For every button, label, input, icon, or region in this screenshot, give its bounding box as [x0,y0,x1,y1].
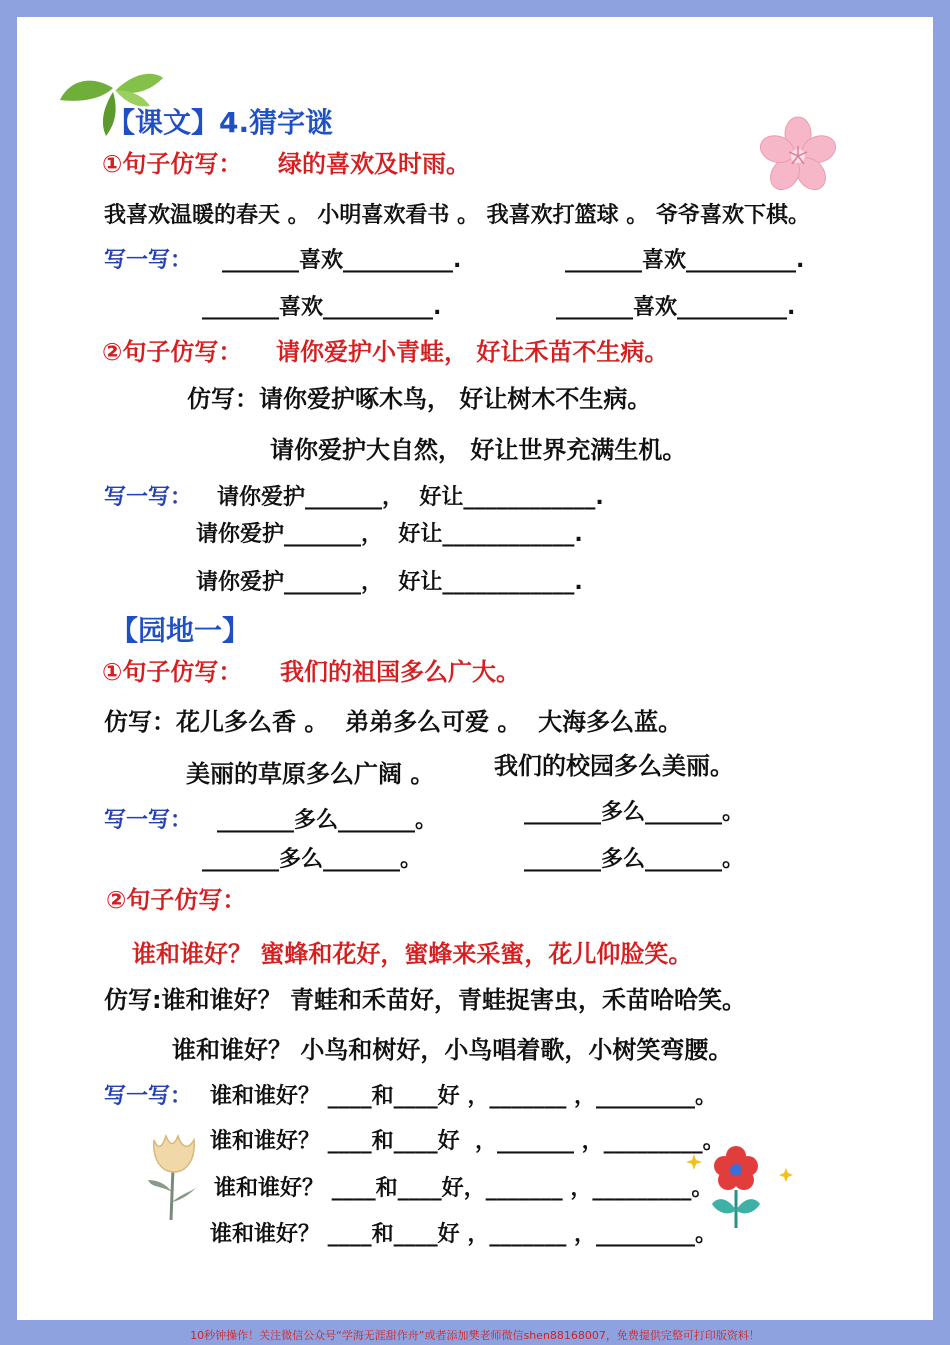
s2q2-write-label: 写一写： [104,1084,193,1109]
s2q2-blank-1[interactable]: 谁和谁好？ ____和____好 ，_______ ，_________。 [210,1084,717,1109]
s1q1-blank-2[interactable]: _______喜欢__________. [565,248,805,273]
s2q1-blank-3[interactable]: _______多么_______。 [202,847,423,872]
s1q2-blank-3[interactable]: 请你爱护_______， 好让____________. [196,570,583,595]
section-title-yuandi: 【园地一】 [110,614,251,647]
s2q1-blank-4[interactable]: _______多么_______。 [524,847,745,872]
s1q2-blank-1[interactable]: 请你爱护_______， 好让____________. [217,485,604,510]
cherry-blossom-icon [758,116,838,196]
s2q1-sentence: 我们的祖国多么广大。 [280,658,520,686]
s1q2-sentence: 请你爱护小青蛙， 好让禾苗不生病。 [276,338,669,366]
s2q2-sentence: 谁和谁好？ 蜜蜂和花好，蜜蜂来采蜜，花儿仰脸笑。 [132,940,693,968]
s2q2-example-1: 仿写:谁和谁好？ 青蛙和禾苗好，青蛙捉害虫，禾苗哈哈笑。 [104,986,746,1014]
s2q1-examples-line2b: 我们的校园多么美丽。 [494,752,734,780]
s1q1-examples: 我喜欢温暖的春天 。 小明喜欢看书 。 我喜欢打篮球 。 爷爷喜欢下棋。 [104,203,810,228]
s1q1-blank-3[interactable]: _______喜欢__________. [202,295,442,320]
s1q1-sentence: 绿的喜欢及时雨。 [278,150,470,178]
s1q2-blank-2[interactable]: 请你爱护_______， 好让____________. [196,522,583,547]
s1q1-blank-4[interactable]: _______喜欢__________. [556,295,796,320]
s2q2-blank-3[interactable]: 谁和谁好？ ____和____好，_______ ，_________。 [214,1176,714,1201]
s1q1-label: ①句子仿写： [102,150,243,178]
s2q2-blank-2[interactable]: 谁和谁好？ ____和____好 ，_______ ，_________。 [210,1129,725,1154]
tulip-icon [144,1130,204,1222]
s2q1-blank-2[interactable]: _______多么_______。 [524,800,745,825]
s1q2-example-2: 请你爱护大自然， 好让世界充满生机。 [270,436,687,464]
s1q1-blank-1[interactable]: _______喜欢__________. [222,248,462,273]
s1q2-write-label: 写一写： [104,485,193,510]
s1q1-write-label: 写一写： [104,248,193,273]
s2q1-blank-1[interactable]: _______多么_______。 [217,808,438,833]
s2q1-examples-line2a: 美丽的草原多么广阔 。 [186,760,435,788]
s2q1-label: ①句子仿写： [102,658,243,686]
s1q2-label: ②句子仿写： [102,338,243,366]
s1q2-example-1: 仿写：请你爱护啄木鸟， 好让树木不生病。 [187,385,652,413]
s2q1-examples-line1: 仿写：花儿多么香 。 弟弟多么可爱 。 大海多么蓝。 [104,708,683,736]
s2q2-blank-4[interactable]: 谁和谁好？ ____和____好 ，_______ ，_________。 [210,1222,717,1247]
s2q2-example-2: 谁和谁好？ 小鸟和树好，小鸟唱着歌，小树笑弯腰。 [172,1036,733,1064]
s2q1-write-label: 写一写： [104,808,193,833]
section-title-lesson: 【课文】4.猜字谜 [107,106,334,139]
s2q2-label: ②句子仿写： [106,886,247,914]
footer-notice: 10秒钟操作！关注微信公众号“学海无涯甜作舟”或者添加樊老师微信shen88168007，免费提供完整可打印版资料！ [190,1329,760,1342]
